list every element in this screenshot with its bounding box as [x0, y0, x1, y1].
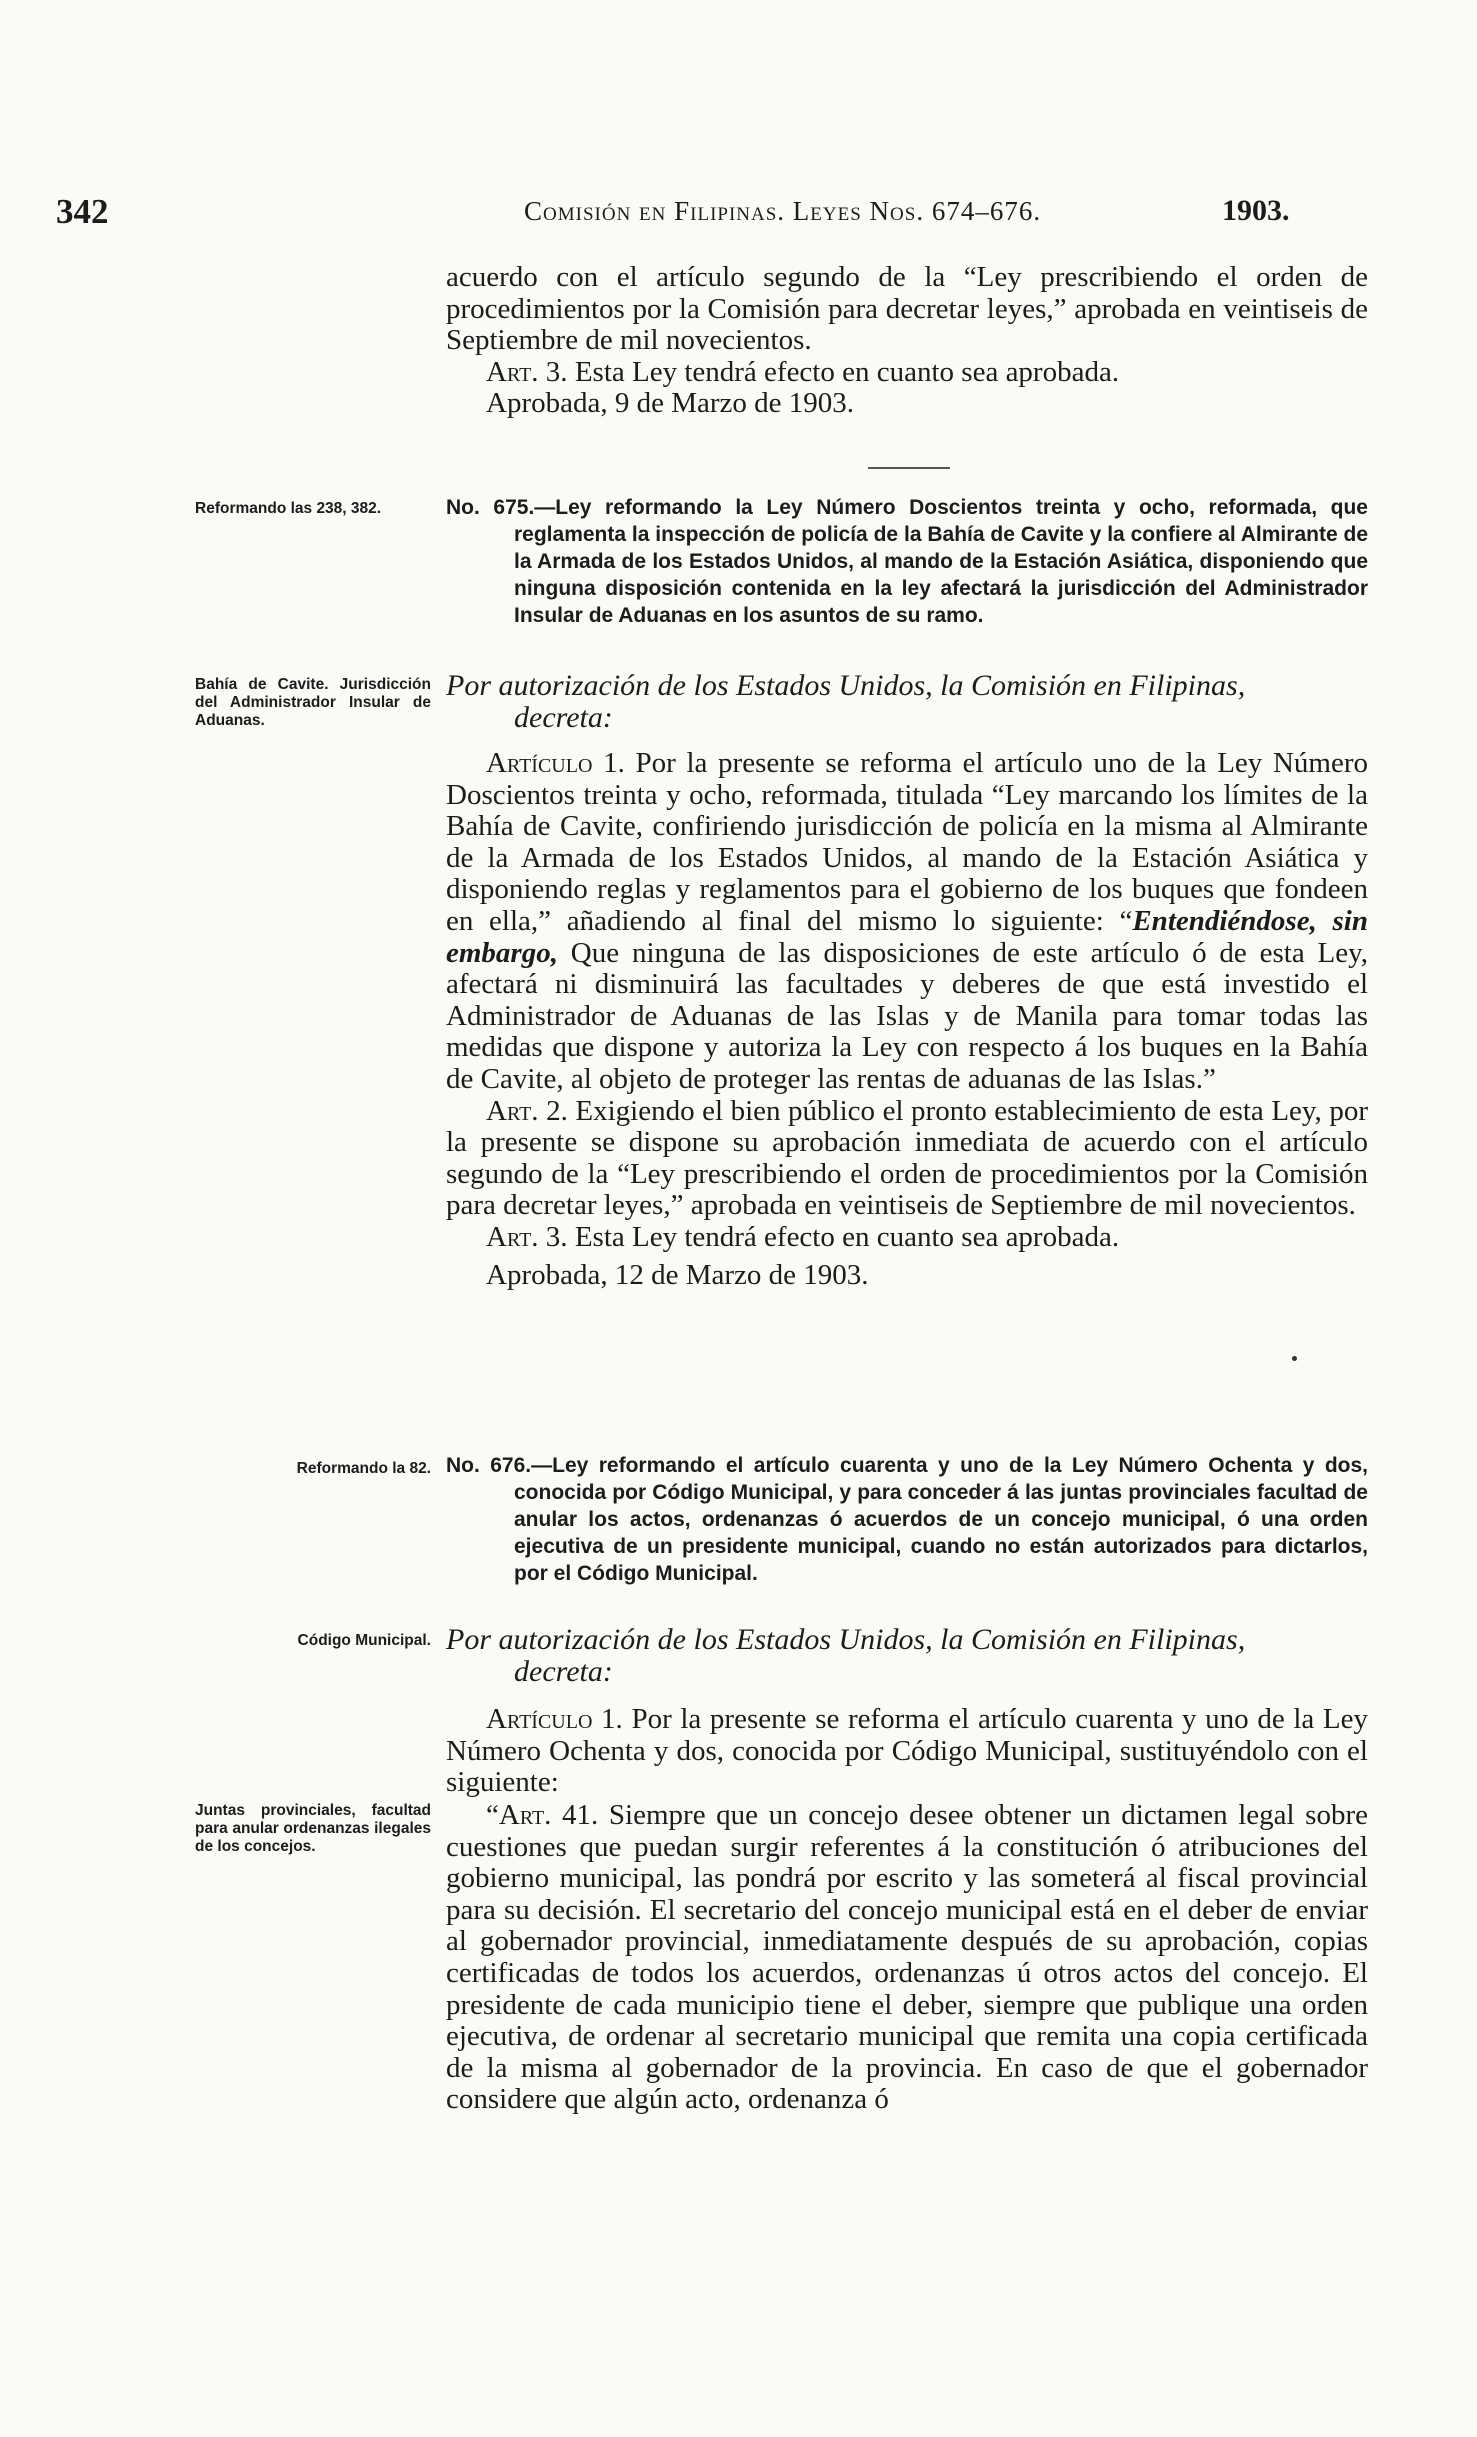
act-675-art2: [446, 1096, 1368, 1222]
act-676-decreta: decreta:: [514, 1655, 613, 1688]
margin-note-676-juntas: Juntas provinciales, facultad para anular ordenanzas ilegales de los concejos.: [195, 1802, 431, 1855]
margin-note-675-topic: Bahía de Cavite. Jurisdicción del Administrador Insular de Aduanas.: [195, 676, 431, 729]
act-675-art3-label: Art. 3.: [486, 1220, 568, 1253]
act-674-art3: [446, 357, 1368, 389]
act-675-enacting-clause: [446, 670, 1368, 734]
header-year: 1903.: [1222, 194, 1290, 227]
act-675-art2-label: Art. 2.: [486, 1094, 568, 1127]
act-676-art41-block: [446, 1800, 1368, 2116]
act-675-art3: [446, 1222, 1368, 1254]
act-675-art1: [446, 748, 1368, 1096]
act-675-art1-label: Artículo 1.: [486, 747, 625, 779]
act-674-art3-label: Art. 3.: [486, 355, 568, 388]
act-674-art3-text: Esta Ley tendrá efecto en cuanto sea aprobada.: [567, 355, 1120, 388]
act-676-art41-label: “Art. 41.: [486, 1799, 599, 1831]
act-676-art1: [446, 1704, 1368, 1799]
act-675-art1-text-b: Que ninguna de las disposiciones de este artículo ó de esta Ley, afectará ni disminuirá las facultades y deberes de que está investido el Administrador de Aduanas de las Islas y de Manila para tomar todas las medidas que dispone y autoriza la Ley con respecto á los buques en la Bahía de Cavite, al objeto de proteger las rentas de aduanas de las Islas.”: [446, 936, 1368, 1095]
act-676-art1-block: [446, 1704, 1368, 1799]
margin-note-676-code: Código Municipal.: [297, 1632, 431, 1649]
act-676-art41: [446, 1800, 1368, 2116]
act-676-enacting-line: Por autorización de los Estados Unidos, la Comisión en Filipinas,: [446, 1623, 1246, 1656]
section-divider: [868, 467, 950, 469]
act-675-art3-text: Esta Ley tendrá efecto en cuanto sea aprobada.: [567, 1220, 1120, 1253]
act-676-art1-text: Por la presente se reforma el artículo cuarenta y uno de la Ley Número Ochenta y dos, conocida por Código Municipal, sustituyéndolo con el siguiente:: [446, 1703, 1368, 1799]
print-speck: [1292, 1356, 1297, 1361]
act-675-enacting-line: Por autorización de los Estados Unidos, la Comisión en Filipinas,: [446, 669, 1246, 702]
act-675-heading: No. 675.—Ley reformando la Ley Número Doscientos treinta y ocho, reformada, que reglamenta la inspección de policía de la Bahía de Cavite y la confiere al Almirante de la Armada de los Estados Unidos, al mando de la Estación Asiática, disponiendo que ninguna disposición contenida en la ley afectará la jurisdicción del Administrador Insular de Aduanas en los asuntos de su ramo.: [446, 496, 1368, 627]
act-675-decreta: decreta:: [514, 701, 613, 734]
act-676-enacting-clause: [446, 1624, 1368, 1688]
act-675-body: [446, 748, 1368, 1291]
page-number: 342: [56, 192, 109, 231]
act-675-approved: Aprobada, 12 de Marzo de 1903.: [486, 1258, 869, 1291]
act-676-heading: No. 676.—Ley reformando el artículo cuarenta y uno de la Ley Número Ochenta y dos, conocida por Código Municipal, y para conceder á las juntas provinciales facultad de anular los actos, ordenanzas ó acuerdos de un concejo municipal, ó una orden ejecutiva de un presidente municipal, cuando no están autorizados para dictarlos, por el Código Municipal.: [446, 1454, 1368, 1585]
running-head: Comisión en Filipinas. Leyes Nos. 674–676.: [524, 196, 1042, 226]
act-676-art1-label: Artículo 1.: [486, 1703, 623, 1735]
act-674-continuation: acuerdo con el artículo segundo de la “Ley prescribiendo el orden de procedimientos por la Comisión para decretar leyes,” aprobada en veintiseis de Septiembre de mil novecientos.: [446, 261, 1368, 357]
act-675-art1-text-a: Por la presente se reforma el artículo uno de la Ley Número Doscientos treinta y ocho, reformada, titulada “Ley marcando los límites de la Bahía de Cavite, confiriendo jurisdicción de policía en la misma al Almirante de la Armada de los Estados Unidos, al mando de la Estación Asiática y disponiendo reglas y reglamentos para el gobierno de los buques que fondeen en ella,” añadiendo al final del mismo lo siguiente: “: [446, 747, 1368, 937]
act-674-approved: Aprobada, 9 de Marzo de 1903.: [486, 387, 855, 420]
margin-note-676-amends: Reformando la 82.: [296, 1460, 431, 1477]
act-675-art1-proviso: Entendiéndose, sin embargo,: [446, 904, 1368, 969]
margin-note-675-amends: Reformando las 238, 382.: [195, 500, 382, 517]
act-674-end: [446, 262, 1368, 420]
act-676-art41-text: Siempre que un concejo desee obtener un dictamen legal sobre cuestiones que puedan surgir referentes á la constitución ó atribuciones del gobierno municipal, las pondrá por escrito y las someterá al fiscal provincial para su decisión. El secretario del concejo municipal está en el deber de enviar al gobernador provincial, inmediatamente después de su aprobación, copias certificadas de todos los acuerdos, ordenanzas ú otros actos del concejo. El presidente de cada municipio tiene el deber, siempre que publique una orden ejecutiva, de ordenar al secretario municipal que remita una copia certificada de la misma al gobernador de la provincia. En caso de que el gobernador considere que algún acto, ordenanza ó: [446, 1799, 1368, 2116]
page-header: [56, 190, 1386, 236]
act-675-art2-text: Exigiendo el bien público el pronto establecimiento de esta Ley, por la presente se dispone su aprobación inmediata de acuerdo con el artículo segundo de la “Ley prescribiendo el orden de procedimientos por la Comisión para decretar leyes,” aprobada en veintiseis de Septiembre de mil novecientos.: [446, 1094, 1368, 1222]
